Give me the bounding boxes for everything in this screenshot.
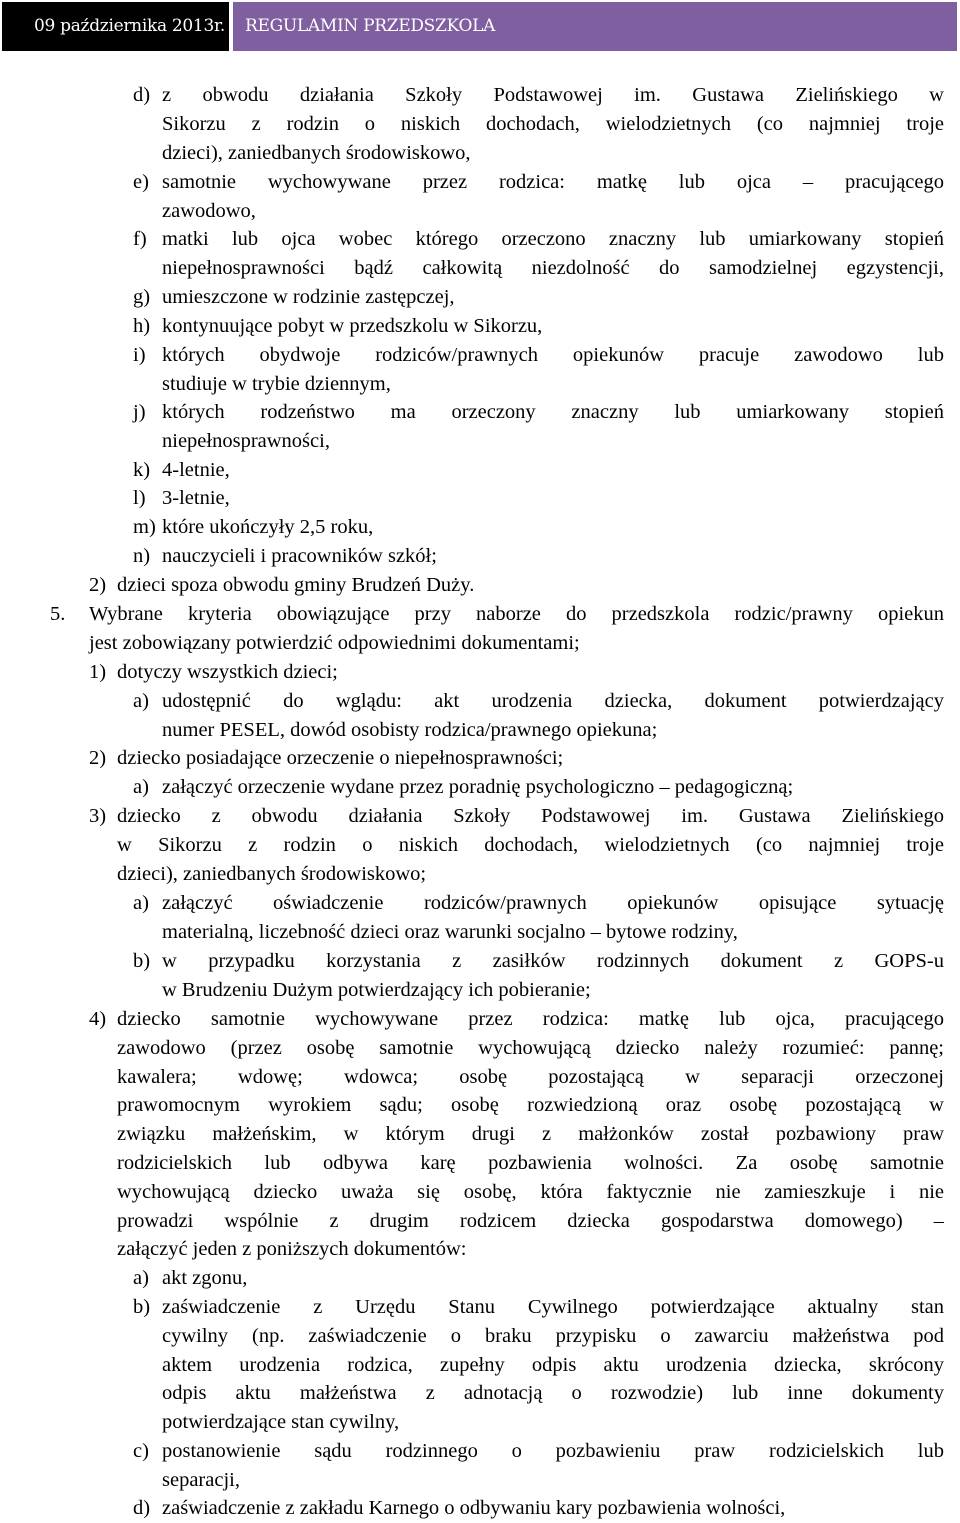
list-item-label: m) (133, 516, 156, 538)
list-item-label: 3) (89, 805, 107, 827)
list-item-text-line: zawodowo (przez osobę samotnie wychowującą dziecko należy rozumieć: pannę; (117, 1036, 944, 1059)
list-item-text-line: 3-letnie, (162, 487, 230, 509)
list-item-text-line: załączyć oświadczenie rodziców/prawnych opiekunów opisujące sytuację (162, 892, 944, 914)
list-item-text-line: samotnie wychowywane przez rodzica: matkę lub ojca – pracującego (162, 171, 944, 193)
list-item-text-line: umieszczone w rodzinie zastępczej, (162, 286, 455, 308)
list-item-text-line: dzieci spoza obwodu gminy Brudzeń Duży. (117, 574, 475, 596)
list-item-label: a) (133, 776, 149, 798)
header-date: 09 października 2013r. (2, 2, 229, 51)
list-item-label: d) (133, 1497, 151, 1519)
list-item-text-line: dzieci), zaniedbanych środowiskowo, (162, 141, 471, 164)
list-item-label: a) (133, 1267, 149, 1289)
list-item-text-line: w Brudzeniu Dużym potwierdzający ich pobieranie; (162, 978, 591, 1001)
list-item-text-line: akt zgonu, (162, 1267, 248, 1289)
list-item-text-line: rodzicielskich lub odbywa karę pozbawienia wolności. Za osobę samotnie (117, 1152, 944, 1174)
list-item-text-line: prowadzi wspólnie z drugim rodzicem dziecka gospodarstwa domowego) – (117, 1209, 944, 1232)
list-item-text-line: dziecko z obwodu działania Szkoły Podstawowej im. Gustawa Zielińskiego (117, 805, 944, 827)
list-item-label: b) (133, 1296, 151, 1318)
list-item-label: k) (133, 459, 151, 481)
list-item-text-line: udostępnić do wglądu: akt urodzenia dziecka, dokument potwierdzający (162, 690, 944, 712)
list-item-text-line: matki lub ojca wobec którego orzeczono znaczny lub umiarkowany stopień (162, 228, 944, 250)
list-item-label: b) (133, 950, 151, 972)
list-item-text-line: nauczycieli i pracowników szkół; (162, 545, 437, 567)
list-item-text-line: materialną, liczebność dzieci oraz warunki socjalno – bytowe rodziny, (162, 920, 738, 943)
list-item-label: 2) (89, 574, 107, 596)
list-item-text-line: zawodowo, (162, 199, 256, 222)
list-item-label: a) (133, 690, 149, 712)
list-item-text-line: z obwodu działania Szkoły Podstawowej im. Gustawa Zielińskiego w (162, 84, 944, 106)
list-item-text-line: kontynuujące pobyt w przedszkolu w Sikorzu, (162, 315, 543, 337)
list-item-text-line: dzieci), zaniedbanych środowiskowo; (117, 862, 427, 885)
list-item-label: d) (133, 84, 151, 106)
list-item-text-line: Sikorzu z rodzin o niskich dochodach, wielodzietnych (co najmniej troje (162, 112, 944, 135)
list-item-text-line: dziecko samotnie wychowywane przez rodzica: matkę lub ojca, pracującego (117, 1008, 944, 1030)
list-item-text-line: związku małżeńskim, w którym drugi z małżonków został pozbawiony praw (117, 1123, 944, 1146)
list-item-text-line: niepełnosprawności bądź całkowitą niezdolność do samodzielnej egzystencji, (162, 256, 944, 279)
list-item-text-line: załączyć orzeczenie wydane przez poradnię psychologiczno – pedagogiczną; (162, 776, 794, 798)
list-item-text-line: kawalera; wdowę; wdowca; osobę pozostającą w separacji orzeczonej (117, 1065, 944, 1088)
list-item-text-line: dotyczy wszystkich dzieci; (117, 661, 338, 683)
list-item-label: l) (133, 487, 146, 509)
list-item-label: 5. (50, 603, 66, 625)
list-item-text-line: numer PESEL, dowód osobisty rodzica/prawnego opiekuna; (162, 718, 658, 741)
list-item-label: 1) (89, 661, 107, 683)
list-item-text-line: odpis aktu małżeństwa z adnotacją o rozwodzie) lub inne dokumenty (162, 1382, 944, 1405)
list-item-text-line: niepełnosprawności, (162, 429, 330, 452)
list-item-text-line: załączyć jeden z poniższych dokumentów: (117, 1238, 467, 1261)
list-item-label: j) (133, 401, 146, 423)
list-item-label: e) (133, 171, 149, 193)
list-item-label: n) (133, 545, 151, 567)
list-item-text-line: Wybrane kryteria obowiązujące przy naborze do przedszkola rodzic/prawny opiekun (89, 603, 944, 625)
list-item-text-line: których obydwoje rodziców/prawnych opiekunów pracuje zawodowo lub (162, 344, 944, 366)
list-item-label: 2) (89, 747, 107, 769)
list-item-text-line: wychowującą dziecko uważa się osobę, która faktycznie nie zamieszkuje i nie (117, 1180, 944, 1203)
list-item-text-line: dziecko posiadające orzeczenie o niepełnosprawności; (117, 747, 564, 769)
list-item-text-line: separacji, (162, 1468, 240, 1491)
list-item-text-line: aktem urodzenia rodzica, zupełny odpis aktu urodzenia dziecka, skrócony (162, 1353, 944, 1376)
list-item-text-line: jest zobowiązany potwierdzić odpowiednimi dokumentami; (89, 631, 580, 654)
list-item-text-line: postanowienie sądu rodzinnego o pozbawieniu praw rodzicielskich lub (162, 1440, 944, 1462)
list-item-text-line: 4-letnie, (162, 459, 230, 481)
list-item-text-line: których rodzeństwo ma orzeczony znaczny lub umiarkowany stopień (162, 401, 944, 423)
list-item-label: i) (133, 344, 146, 366)
list-item-text-line: cywilny (np. zaświadczenie o braku przypisku o zawarciu małżeństwa pod (162, 1324, 944, 1347)
list-item-label: f) (133, 228, 147, 250)
list-item-label: h) (133, 315, 151, 337)
list-item-text-line: potwierdzające stan cywilny, (162, 1411, 400, 1434)
list-item-text-line: w Sikorzu z rodzin o niskich dochodach, wielodzietnych (co najmniej troje (117, 833, 944, 856)
list-item-text-line: w przypadku korzystania z zasiłków rodzinnych dokument z GOPS-u (162, 950, 944, 972)
list-item-label: 4) (89, 1008, 107, 1030)
list-item-text-line: które ukończyły 2,5 roku, (162, 516, 374, 538)
list-item-text-line: prawomocnym wyrokiem sądu; osobę rozwiedzioną oraz osobę pozostającą w (117, 1094, 944, 1117)
list-item-label: a) (133, 892, 149, 914)
list-item-label: g) (133, 286, 151, 308)
list-item-text-line: studiuje w trybie dziennym, (162, 372, 391, 395)
list-item-text-line: zaświadczenie z zakładu Karnego o odbywaniu kary pozbawienia wolności, (162, 1497, 786, 1519)
list-item-text-line: zaświadczenie z Urzędu Stanu Cywilnego potwierdzające aktualny stan (162, 1296, 944, 1318)
header-title: REGULAMIN PRZEDSZKOLA (233, 2, 957, 51)
list-item-label: c) (133, 1440, 149, 1462)
